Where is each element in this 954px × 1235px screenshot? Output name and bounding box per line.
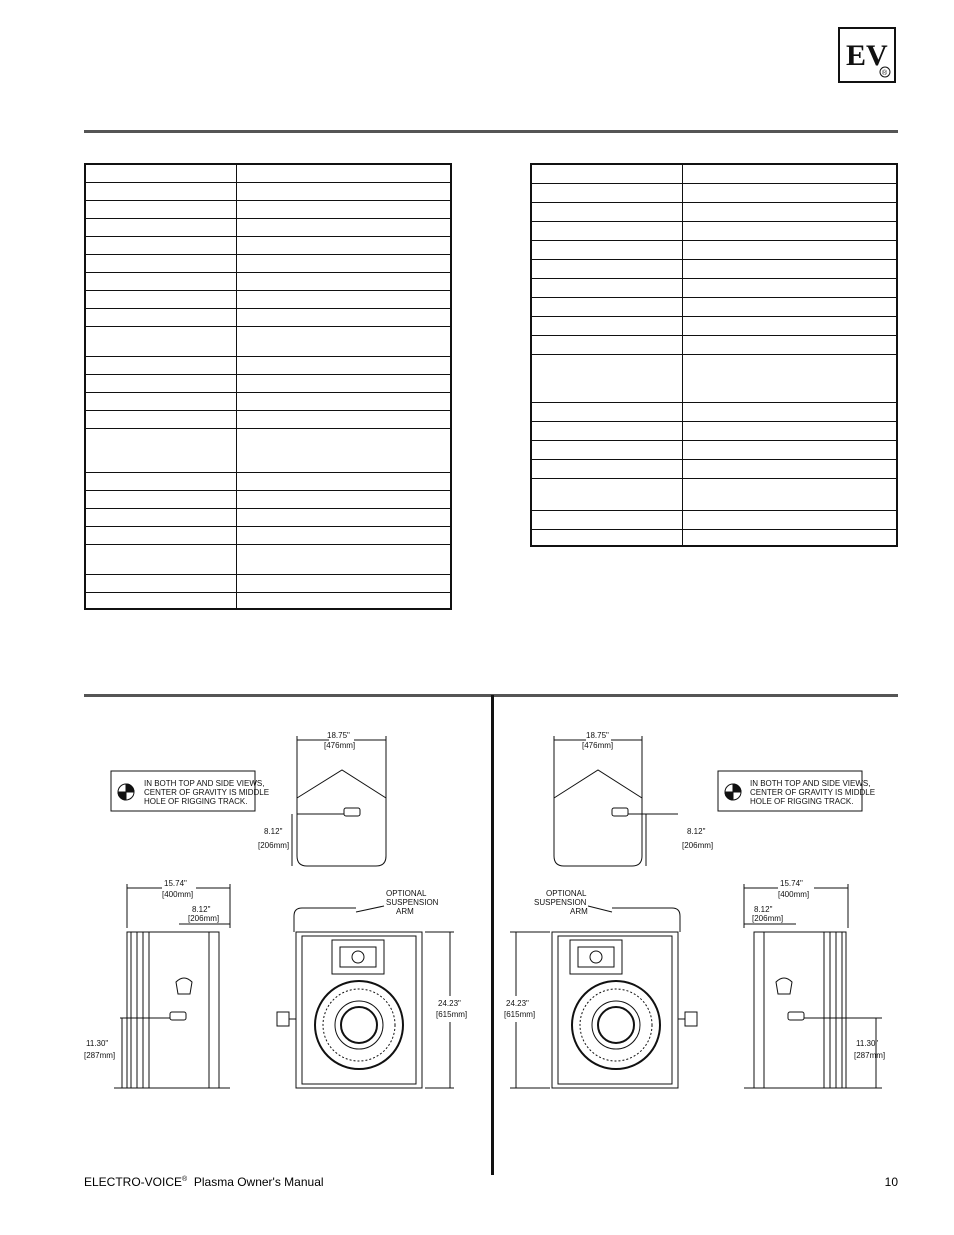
side-view bbox=[84, 879, 230, 1088]
footer-manual-title: Plasma Owner's Manual bbox=[193, 1175, 324, 1189]
dimension-drawing-right bbox=[496, 700, 898, 1100]
width-in-label: 18.75" bbox=[327, 731, 350, 740]
cg-height-mm-label: [287mm] bbox=[854, 1051, 886, 1060]
spec-table-right bbox=[530, 163, 898, 547]
arm-label-line3: ARM bbox=[570, 907, 588, 916]
side-depth-mm-label: [400mm] bbox=[778, 890, 810, 899]
cg-height-mm-label: [287mm] bbox=[84, 1051, 116, 1060]
side-depth-in-label: 15.74" bbox=[164, 879, 187, 888]
cg-height-in-label: 11.30" bbox=[86, 1039, 109, 1048]
vertical-divider bbox=[491, 695, 494, 1175]
cg-note-box bbox=[718, 771, 875, 811]
logo-reg-mark: ® bbox=[882, 70, 888, 77]
page-number: 10 bbox=[884, 1175, 898, 1189]
cg-note-line1: IN BOTH TOP AND SIDE VIEWS, bbox=[144, 779, 265, 788]
spec-table-left bbox=[84, 163, 452, 610]
top-depth-in-label: 8.12" bbox=[687, 827, 706, 836]
side-cg-mm-label: [206mm] bbox=[188, 914, 220, 923]
arm-label-line2: SUSPENSION bbox=[386, 898, 439, 907]
top-depth-mm-label: [206mm] bbox=[682, 841, 714, 850]
side-cg-in-label: 8.12" bbox=[192, 905, 211, 914]
footer-reg-mark: ® bbox=[182, 1176, 188, 1183]
height-in-label: 24.23" bbox=[438, 999, 461, 1008]
width-in-label: 18.75" bbox=[586, 731, 609, 740]
dimension-drawing-left bbox=[84, 700, 489, 1100]
top-depth-in-label: 8.12" bbox=[264, 827, 283, 836]
cg-note-line3: HOLE OF RIGGING TRACK. bbox=[144, 797, 248, 806]
footer-brand bbox=[84, 1175, 324, 1189]
cg-note-line2: CENTER OF GRAVITY IS MIDDLE bbox=[144, 788, 270, 797]
footer-brand-name: ELECTRO-VOICE bbox=[84, 1175, 183, 1189]
top-rule bbox=[84, 130, 898, 133]
front-view bbox=[504, 889, 697, 1088]
ev-logo bbox=[838, 27, 896, 83]
width-mm-label: [476mm] bbox=[582, 741, 614, 750]
cg-height-in-label: 11.30" bbox=[856, 1039, 879, 1048]
top-view bbox=[554, 731, 713, 866]
arm-label-line1: OPTIONAL bbox=[546, 889, 587, 898]
side-view bbox=[744, 879, 885, 1088]
cg-note-box bbox=[111, 771, 269, 811]
height-mm-label: [615mm] bbox=[436, 1010, 468, 1019]
width-mm-label: [476mm] bbox=[324, 741, 356, 750]
logo-text: EV bbox=[846, 39, 888, 72]
side-cg-in-label: 8.12" bbox=[754, 905, 773, 914]
cg-note-line3: HOLE OF RIGGING TRACK. bbox=[750, 797, 854, 806]
side-depth-mm-label: [400mm] bbox=[162, 890, 194, 899]
top-view bbox=[258, 731, 386, 866]
cg-note-line2: CENTER OF GRAVITY IS MIDDLE bbox=[750, 788, 876, 797]
height-mm-label: [615mm] bbox=[504, 1010, 536, 1019]
arm-label-line3: ARM bbox=[396, 907, 414, 916]
top-depth-mm-label: [206mm] bbox=[258, 841, 290, 850]
arm-label-line2: SUSPENSION bbox=[534, 898, 587, 907]
height-in-label: 24.23" bbox=[506, 999, 529, 1008]
side-depth-in-label: 15.74" bbox=[780, 879, 803, 888]
side-cg-mm-label: [206mm] bbox=[752, 914, 784, 923]
arm-label-line1: OPTIONAL bbox=[386, 889, 427, 898]
cg-note-line1: IN BOTH TOP AND SIDE VIEWS, bbox=[750, 779, 871, 788]
front-view bbox=[277, 889, 467, 1088]
